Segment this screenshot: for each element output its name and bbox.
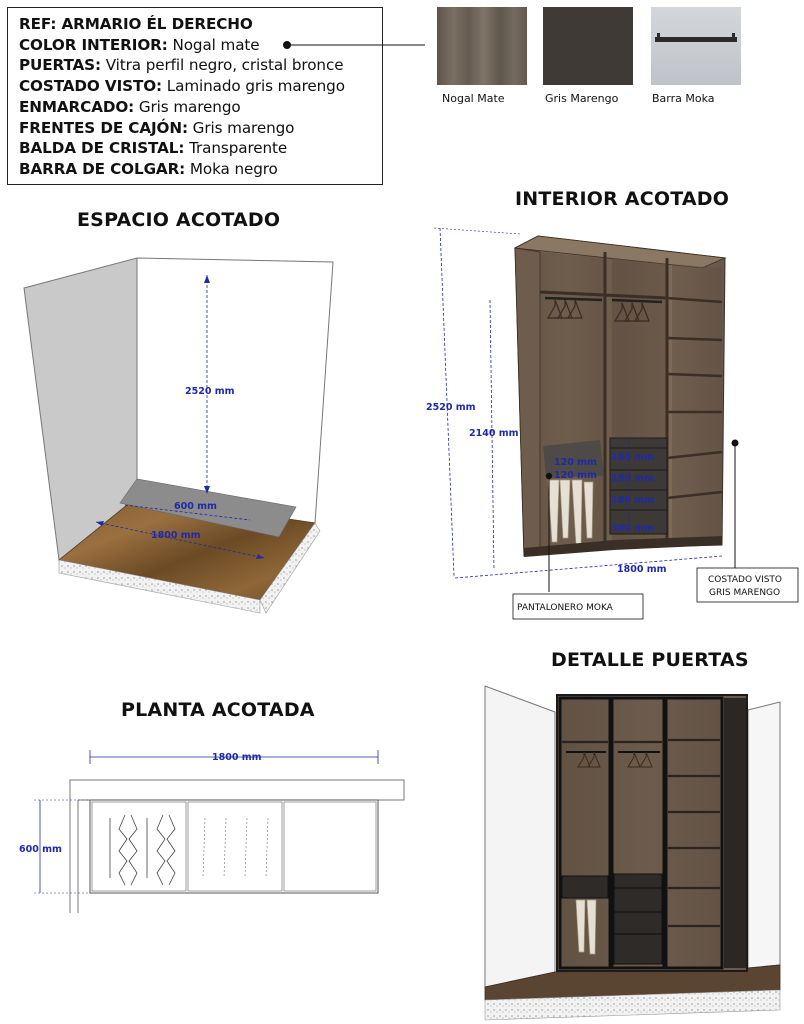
callout-pantalonero: PANTALONERO MOKA: [517, 603, 613, 613]
dim-interior-width: 1800 mm: [617, 564, 667, 575]
dim-room-width: 1800 mm: [151, 530, 201, 541]
title-planta-acotada: PLANTA ACOTADA: [121, 699, 315, 721]
swatch-label-barra: Barra Moka: [652, 92, 715, 105]
spec-row-barra: BARRA DE COLGAR: Moka negro: [19, 159, 278, 178]
spec-row-balda: BALDA DE CRISTAL: Transparente: [19, 139, 288, 158]
swatch-label-nogal: Nogal Mate: [442, 92, 505, 105]
dim-plan-depth: 600 mm: [19, 844, 62, 855]
title-espacio-acotado: ESPACIO ACOTADO: [77, 209, 281, 231]
spec-row-puertas: PUERTAS: Vitra perfil negro, cristal bronce: [19, 56, 344, 75]
dim-pant-120-a: 120 mm: [554, 457, 597, 468]
title-detalle-puertas: DETALLE PUERTAS: [551, 649, 749, 671]
spec-row-costado: COSTADO VISTO: Laminado gris marengo: [19, 77, 345, 96]
spec-row-ref: REF: ARMARIO ÉL DERECHO: [19, 15, 253, 33]
dim-drawer-300: 300 mm: [611, 523, 654, 534]
title-interior-acotado: INTERIOR ACOTADO: [515, 188, 730, 210]
dim-room-height: 2520 mm: [185, 386, 235, 397]
spec-row-color-interior: COLOR INTERIOR: Nogal mate: [19, 35, 260, 54]
dim-rail-height: 2140 mm: [469, 428, 519, 439]
dim-drawer-180-c: 180 mm: [611, 495, 654, 506]
dim-drawer-180-b: 180 mm: [611, 473, 654, 484]
swatch-label-marengo: Gris Marengo: [545, 92, 619, 105]
dim-interior-height: 2520 mm: [426, 402, 476, 413]
callout-costado-line2: GRIS MARENGO: [709, 588, 781, 598]
dim-plan-width: 1800 mm: [212, 752, 262, 763]
callout-costado-line1: COSTADO VISTO: [708, 575, 783, 585]
dim-drawer-180-a: 180 mm: [611, 452, 654, 463]
spec-row-enmarcado: ENMARCADO: Gris marengo: [19, 97, 241, 116]
dim-room-depth: 600 mm: [174, 501, 217, 512]
dim-pant-120-b: 120 mm: [554, 470, 597, 481]
spec-row-frentes: FRENTES DE CAJÓN: Gris marengo: [19, 118, 295, 137]
